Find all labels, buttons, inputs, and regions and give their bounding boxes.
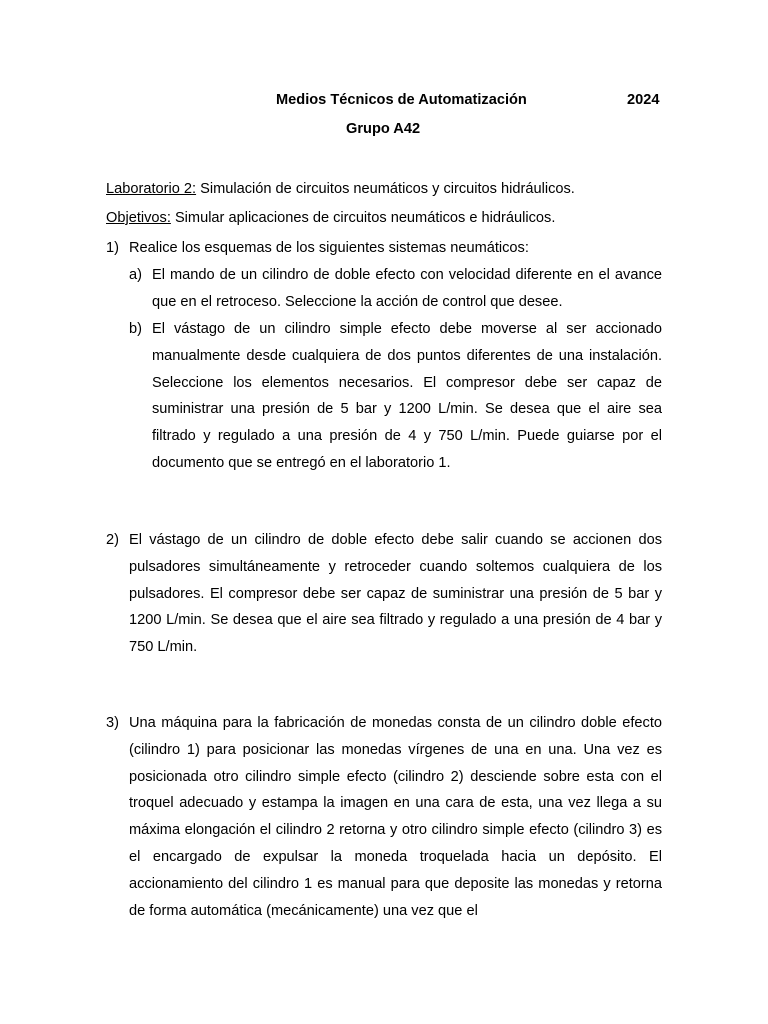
item-number: 3) <box>106 715 119 731</box>
item-number: 2) <box>106 532 119 548</box>
objectives-label: Objetivos: <box>106 210 171 226</box>
objectives-text: Simular aplicaciones de circuitos neumáticos e hidráulicos. <box>170 210 556 226</box>
item-text: Realice los esquemas de los siguientes sistemas neumáticos: <box>129 240 529 256</box>
lab-line <box>106 181 575 197</box>
sub-item-text: El mando de un cilindro de doble efecto con velocidad diferente en el avance que en el retroceso. Seleccione la acción de control que desee. <box>152 267 662 310</box>
lab-text: Simulación de circuitos neumáticos y circuitos hidráulicos. <box>196 181 575 197</box>
item-text: El vástago de un cilindro de doble efecto debe salir cuando se accionen dos pulsadores simultáneamente y retroceder cuando soltemos cualquiera de los pulsadores. El compresor debe ser capaz de suministrar una presión de 5 bar y 1200 L/min. Se desea que el aire sea filtrado y regulado a una presión de 4 bar y 750 L/min. <box>129 532 662 656</box>
list-item <box>106 527 662 661</box>
course-title: Medios Técnicos de Automatización <box>276 92 527 108</box>
document-year: 2024 <box>627 92 660 108</box>
item-number: 1) <box>106 240 119 256</box>
list-item <box>106 235 662 262</box>
sub-item-letter: a) <box>129 267 142 283</box>
list-item <box>106 710 662 924</box>
sub-item-letter: b) <box>129 321 142 337</box>
objectives-line <box>106 210 555 226</box>
sub-item <box>129 316 662 477</box>
sub-item-text: El vástago de un cilindro simple efecto debe moverse al ser accionado manualmente desde cualquiera de dos puntos diferentes de una instalación. Seleccione los elementos necesarios. El compresor debe ser capaz de suministrar una presión de 5 bar y 1200 L/min. Se desea que el aire sea filtrado y regulado a una presión de 4 y 750 L/min. Puede guiarse por el documento que se entregó en el laboratorio 1. <box>152 321 662 471</box>
group-title: Grupo A42 <box>346 121 421 137</box>
item-text: Una máquina para la fabricación de monedas consta de un cilindro doble efecto (cilindro 1) para posicionar las monedas vírgenes de una en una. Una vez es posicionada otro cilindro simple efecto (cilindro 2) desciende sobre esta con el troquel adecuado y estampa la imagen en una cara de esta, una vez llega a su máxima elongación el cilindro 2 retorna y otro cilindro simple efecto (cilindro 3) es el encargado de expulsar la moneda troquelada hacia un depósito. El accionamiento del cilindro 1 es manual para que deposite las monedas y retorna de forma automática (mecánicamente) una vez que el <box>129 715 662 919</box>
sub-item <box>129 262 662 316</box>
lab-label: Laboratorio 2: <box>106 181 197 197</box>
